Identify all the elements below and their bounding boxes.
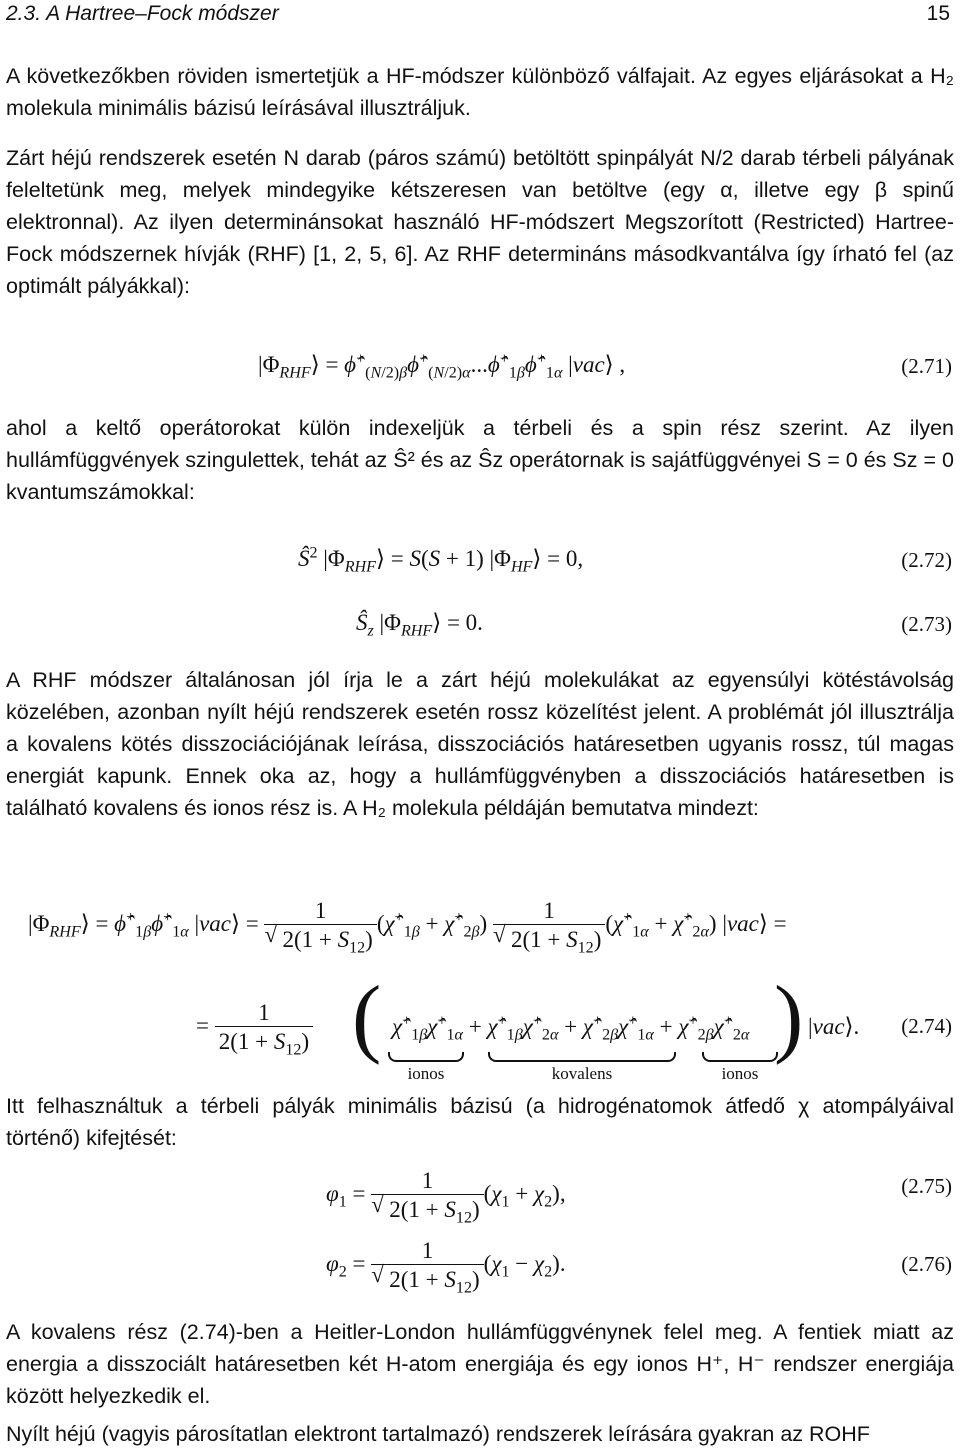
underbrace-ionos-2 (702, 1052, 778, 1084)
paragraph-2: Zárt héjú rendszerek esetén N darab (páros számú) betöltött spinpályát N/2 darab térbeli pályának feleltetünk meg, melyek mindegyike kétszeresen van betöltve (egy α, illetve egy β spinű elektronnal). Az ilyen determinánsokat használó HF-módszert Megszorított (Restricted) Hartree-Fock módszernek hívják (RHF) [1, 2, 5, 6]. Az RHF determináns másodkvantálva így írható fel (az optimált pályákkal): (6, 146, 954, 298)
equation-2-71: $|\Phi_{RHF}⟩$ = $\phî^+_{(N/2)\beta}\phî^+_{(N/2)\alpha}...\phî^+_{1\beta}\phî^+_{1\alpha}$ |vac⟩ , (258, 350, 626, 382)
brace-label-kovalens: kovalens (551, 1064, 613, 1083)
equation-number-2-75: (2.75) (901, 1174, 952, 1198)
right-paren: ) (774, 969, 804, 1066)
equation-number-2-76: (2.76) (901, 1252, 952, 1276)
brace-label-ionos-1: ionos (407, 1064, 445, 1083)
equation-number-2-73: (2.73) (901, 612, 952, 636)
underbrace-kovalens (488, 1052, 676, 1084)
equation-2-72: Ŝ$^2$ $|\Phi_{RHF}⟩ = S(S + 1)$ $|\Phi_{HF}⟩ = 0$, (298, 544, 584, 576)
section-title: 2.3. A Hartree–Fock módszer (6, 2, 279, 25)
equation-2-75: $\varphi_1$ = 1 √ $2(1 + S_{12})$ $(\chi_1 + \chi_2)$, (326, 1168, 566, 1227)
running-header (6, 2, 950, 30)
equation-2-74-terms: $\chî^+_{1\beta}\chî^+_{1\alpha}$ + $\chî^+_{1\beta}\chî^+_{2\alpha}$ + $\chî^+_{2\beta}\chî^+_{1\alpha}$ + $\chî^+_{2\beta}\chî^+_{2\alpha}$ (392, 1012, 750, 1044)
equation-number-2-74: (2.74) (901, 1014, 952, 1038)
paragraph-7: Nyílt héjú (vagyis párosítatlan elektront tartalmazó) rendszerek leírására gyakran az ROHF (6, 1422, 870, 1446)
equation-2-74-line-2: = $\frac{1}{2(1 + S_{12})}$ (196, 1000, 313, 1055)
equation-2-74-vac: |vac⟩. (808, 1014, 860, 1039)
equation-2-74-line-1: $|\Phi_{RHF}⟩$ = $\phî^+_{1\beta}\phî^+_{1\alpha}$ |vac⟩ = 1 √ $2(1 + S_{12})$ ($\chî^+_{1\beta}$ + $\chî^+_{2\beta}$) 1 √ $2(1 + S_{12})$ ($\chî^+_{1\alpha}$ + $\chî^+_{2\alpha}$) |vac⟩ = (28, 898, 787, 957)
paragraph-6: A kovalens rész (2.74)-ben a Heitler-London hullámfüggvénynek felel meg. A fentiek miatt az energia a disszociált határesetben két H-atom energiája és egy ionos H⁺, H⁻ rendszer energiája között helyezkedik el. (6, 1320, 954, 1408)
equation-number-2-71: (2.71) (901, 354, 952, 378)
left-paren: ( (352, 969, 382, 1066)
equation-2-73: $Ŝ_z$ $|\Phi_{RHF}⟩ = 0$. (356, 610, 483, 640)
equation-number-2-72: (2.72) (901, 548, 952, 572)
equation-2-76: $\varphi_2$ = 1 √ $2(1 + S_{12})$ $(\chi_1 - \chi_2)$. (326, 1238, 566, 1297)
paragraph-5: Itt felhasználtuk a térbeli pályák minimális bázisú (a hidrogénatomok átfedő χ atompályáival történő) kifejtését: (6, 1094, 954, 1150)
underbrace-ionos-1 (388, 1052, 464, 1084)
page-number: 15 (926, 2, 950, 25)
paragraph-1: A következőkben röviden ismertetjük a HF-módszer különböző válfajait. Az egyes eljárásokat a H₂ molekula minimális bázisú leírásával illusztráljuk. (6, 64, 954, 120)
brace-label-ionos-2: ionos (721, 1064, 759, 1083)
paragraph-4: A RHF módszer általánosan jól írja le a zárt héjú molekulákat az egyensúlyi kötéstávolság közelében, azonban nyílt héjú rendszerek esetén rossz közelítést jelent. A problémát jól illusztrálja a kovalens kötés disszociációjának leírása, disszociációs határesetben ugyanis rossz, túl magas energiát kapunk. Ennek oka az, hogy a hullámfüggvényben a disszociációs határesetben is található kovalens és ionos rész is. A H₂ molekula példáján bemutatva mindezt: (6, 668, 954, 820)
paragraph-3: ahol a keltő operátorokat külön indexeljük a térbeli és a spin rész szerint. Az ilyen hullámfüggvények szingulettek, tehát az Ŝ² és az Ŝz operátornak is sajátfüggvényei S = 0 és Sz = 0 kvantumszámokkal: (6, 416, 954, 504)
